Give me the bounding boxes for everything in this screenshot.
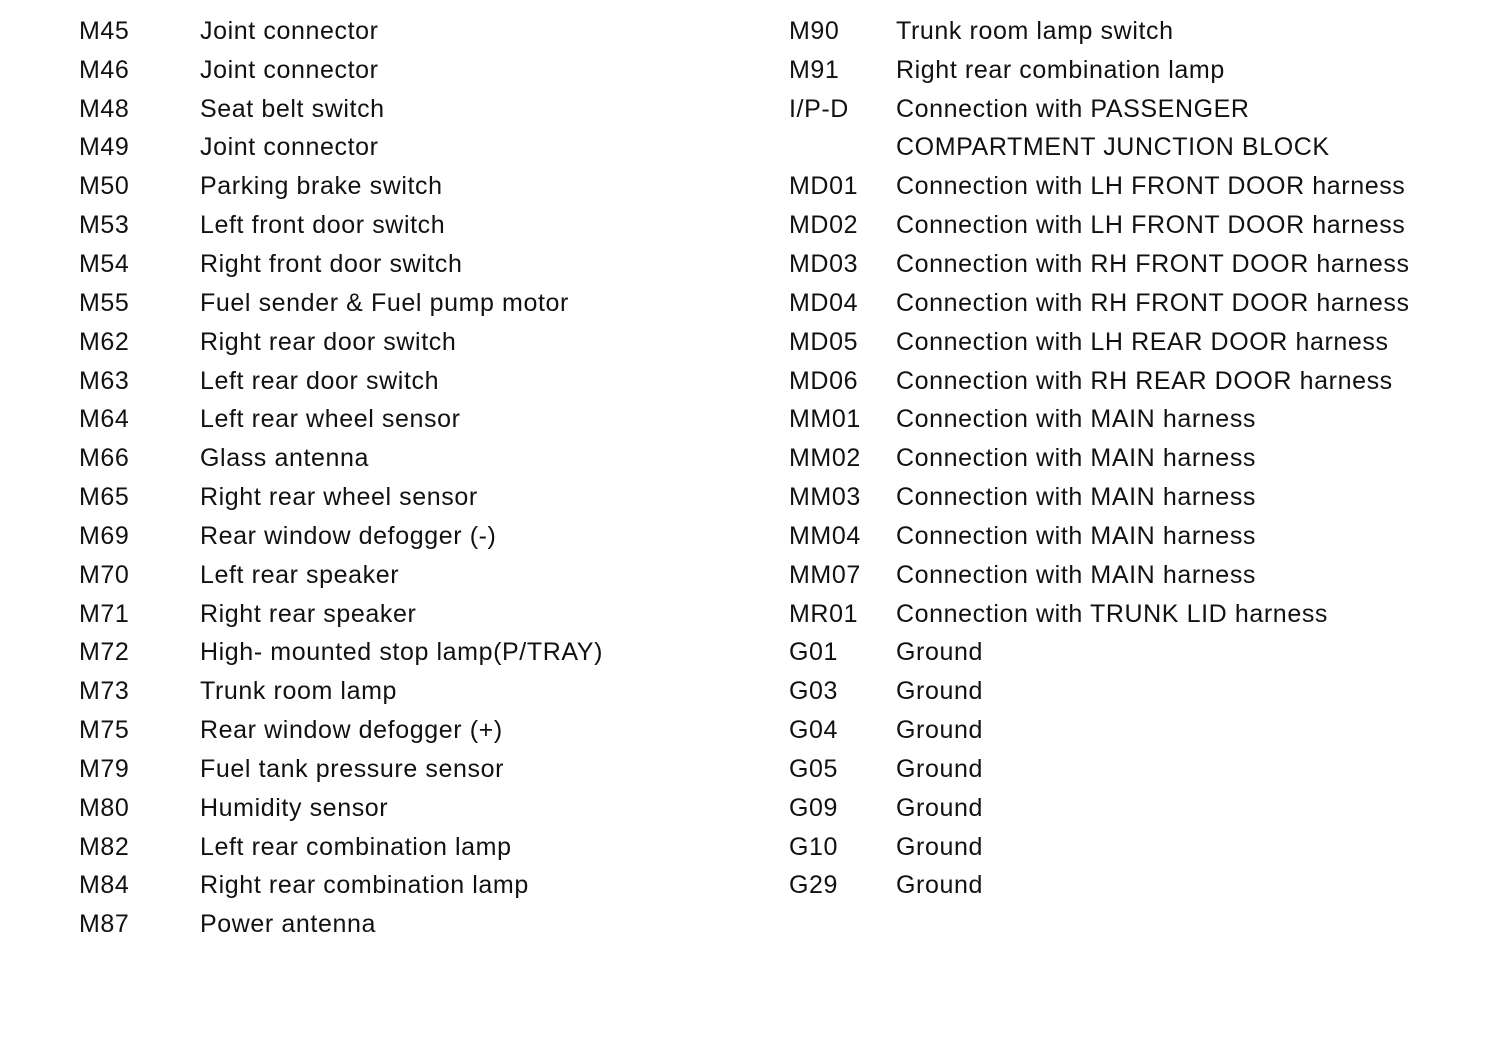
connector-code: M82 xyxy=(79,832,130,861)
connector-description: Fuel sender & Fuel pump motor xyxy=(200,288,569,317)
connector-code: G09 xyxy=(789,793,839,822)
connector-description: Power antenna xyxy=(200,910,376,939)
connector-code: G01 xyxy=(789,638,839,667)
connector-description: Connection with MAIN harness xyxy=(896,444,1257,473)
connector-row xyxy=(789,595,1489,634)
connector-description: Connection with MAIN harness xyxy=(896,405,1257,434)
connector-row xyxy=(789,517,1489,556)
connector-description: Ground xyxy=(896,871,983,900)
connector-row xyxy=(79,167,719,206)
connector-row xyxy=(789,129,1489,168)
connector-row xyxy=(789,51,1489,90)
connector-row xyxy=(789,750,1489,789)
connector-description: Ground xyxy=(896,754,983,783)
connector-row xyxy=(79,323,719,362)
connector-description: Left rear speaker xyxy=(200,560,400,589)
connector-description: Ground xyxy=(896,793,983,822)
connector-code: G05 xyxy=(789,754,839,783)
connector-description: Glass antenna xyxy=(200,444,370,473)
connector-code: MM03 xyxy=(789,483,861,512)
connector-code: MD06 xyxy=(789,366,859,395)
connector-description: Connection with RH FRONT DOOR harness xyxy=(896,249,1410,278)
connector-code: M63 xyxy=(79,366,130,395)
connector-description: Connection with MAIN harness xyxy=(896,521,1257,550)
connector-description: Left rear combination lamp xyxy=(200,832,512,861)
connector-row xyxy=(79,905,719,944)
connector-description: Right rear door switch xyxy=(200,327,457,356)
connector-list-right xyxy=(789,12,1489,905)
connector-description: Parking brake switch xyxy=(200,172,443,201)
connector-row xyxy=(789,206,1489,245)
connector-row xyxy=(79,750,719,789)
connector-description: Connection with RH REAR DOOR harness xyxy=(896,366,1393,395)
connector-row xyxy=(79,362,719,401)
connector-description: Connection with TRUNK LID harness xyxy=(896,599,1329,628)
connector-description: Ground xyxy=(896,677,983,706)
connector-code: G29 xyxy=(789,871,839,900)
connector-description: Right rear wheel sensor xyxy=(200,483,478,512)
connector-code: MM02 xyxy=(789,444,861,473)
connector-row xyxy=(789,167,1489,206)
connector-row xyxy=(79,711,719,750)
connector-code: M62 xyxy=(79,327,130,356)
connector-row xyxy=(789,400,1489,439)
connector-code: I/P-D xyxy=(789,94,849,123)
connector-code: M87 xyxy=(79,910,130,939)
connector-code: MM07 xyxy=(789,560,861,589)
connector-description: High- mounted stop lamp(P/TRAY) xyxy=(200,638,603,667)
connector-row xyxy=(79,867,719,906)
connector-code: M48 xyxy=(79,94,130,123)
connector-description: Ground xyxy=(896,716,983,745)
connector-row xyxy=(789,323,1489,362)
connector-code: M64 xyxy=(79,405,130,434)
connector-code: M45 xyxy=(79,16,130,45)
connector-description: Right rear speaker xyxy=(200,599,417,628)
connector-description: Connection with LH REAR DOOR harness xyxy=(896,327,1389,356)
connector-description: Trunk room lamp switch xyxy=(896,16,1174,45)
connector-description: Seat belt switch xyxy=(200,94,385,123)
connector-code: M84 xyxy=(79,871,130,900)
connector-row xyxy=(789,284,1489,323)
connector-row xyxy=(79,828,719,867)
connector-row xyxy=(789,90,1489,129)
connector-row xyxy=(79,12,719,51)
connector-row xyxy=(789,711,1489,750)
connector-row xyxy=(789,478,1489,517)
connector-code: M79 xyxy=(79,754,130,783)
connector-row xyxy=(789,828,1489,867)
connector-code: M54 xyxy=(79,249,130,278)
connector-code: MM04 xyxy=(789,521,861,550)
connector-code: MR01 xyxy=(789,599,859,628)
connector-code: M75 xyxy=(79,716,130,745)
connector-description: Left front door switch xyxy=(200,211,446,240)
connector-description: Connection with RH FRONT DOOR harness xyxy=(896,288,1410,317)
connector-list-left xyxy=(79,12,719,944)
connector-code: M73 xyxy=(79,677,130,706)
connector-row xyxy=(79,51,719,90)
connector-row xyxy=(789,245,1489,284)
connector-row xyxy=(789,672,1489,711)
connector-description: Rear window defogger (-) xyxy=(200,521,497,550)
connector-row xyxy=(79,517,719,556)
connector-code: G04 xyxy=(789,716,839,745)
connector-row xyxy=(789,634,1489,673)
connector-code: MM01 xyxy=(789,405,861,434)
connector-description: Trunk room lamp xyxy=(200,677,398,706)
connector-description: Rear window defogger (+) xyxy=(200,716,503,745)
connector-row xyxy=(789,362,1489,401)
connector-code: M71 xyxy=(79,599,130,628)
connector-description: Fuel tank pressure sensor xyxy=(200,754,505,783)
connector-description: Ground xyxy=(896,638,983,667)
connector-description: Joint connector xyxy=(200,55,379,84)
connector-description: Ground xyxy=(896,832,983,861)
connector-code: M80 xyxy=(79,793,130,822)
connector-description: Connection with MAIN harness xyxy=(896,560,1257,589)
connector-row xyxy=(789,12,1489,51)
connector-description: Joint connector xyxy=(200,16,379,45)
connector-row xyxy=(79,672,719,711)
connector-description: Left rear door switch xyxy=(200,366,440,395)
connector-code: M72 xyxy=(79,638,130,667)
connector-row xyxy=(789,867,1489,906)
connector-code: M91 xyxy=(789,55,840,84)
connector-row xyxy=(79,556,719,595)
connector-row xyxy=(79,129,719,168)
connector-row xyxy=(79,595,719,634)
connector-description: Joint connector xyxy=(200,133,379,162)
connector-row xyxy=(789,789,1489,828)
connector-row xyxy=(79,90,719,129)
connector-code: G10 xyxy=(789,832,839,861)
connector-code: M70 xyxy=(79,560,130,589)
connector-row xyxy=(79,634,719,673)
connector-description: Right front door switch xyxy=(200,249,463,278)
connector-code: MD03 xyxy=(789,249,859,278)
connector-code: M65 xyxy=(79,483,130,512)
connector-code: MD01 xyxy=(789,172,859,201)
connector-row xyxy=(79,206,719,245)
connector-code: MD04 xyxy=(789,288,859,317)
connector-row xyxy=(79,284,719,323)
connector-row xyxy=(789,556,1489,595)
connector-code: M66 xyxy=(79,444,130,473)
connector-description: Connection with LH FRONT DOOR harness xyxy=(896,211,1406,240)
connector-description: Humidity sensor xyxy=(200,793,389,822)
connector-code: G03 xyxy=(789,677,839,706)
connector-code: M90 xyxy=(789,16,840,45)
connector-row xyxy=(79,789,719,828)
connector-code: M49 xyxy=(79,133,130,162)
connector-row xyxy=(79,245,719,284)
connector-description: Right rear combination lamp xyxy=(200,871,529,900)
connector-row xyxy=(79,439,719,478)
connector-description: Connection with PASSENGER xyxy=(896,94,1250,123)
connector-description: Left rear wheel sensor xyxy=(200,405,461,434)
connector-code: MD05 xyxy=(789,327,859,356)
connector-row xyxy=(79,400,719,439)
connector-row xyxy=(79,478,719,517)
connector-code: M55 xyxy=(79,288,130,317)
connector-description: Connection with LH FRONT DOOR harness xyxy=(896,172,1406,201)
connector-code: MD02 xyxy=(789,211,859,240)
connector-code: M50 xyxy=(79,172,130,201)
connector-description: Connection with MAIN harness xyxy=(896,483,1257,512)
connector-code: M46 xyxy=(79,55,130,84)
connector-description: COMPARTMENT JUNCTION BLOCK xyxy=(896,133,1330,162)
connector-row xyxy=(789,439,1489,478)
connector-code: M69 xyxy=(79,521,130,550)
connector-description: Right rear combination lamp xyxy=(896,55,1225,84)
connector-code: M53 xyxy=(79,211,130,240)
